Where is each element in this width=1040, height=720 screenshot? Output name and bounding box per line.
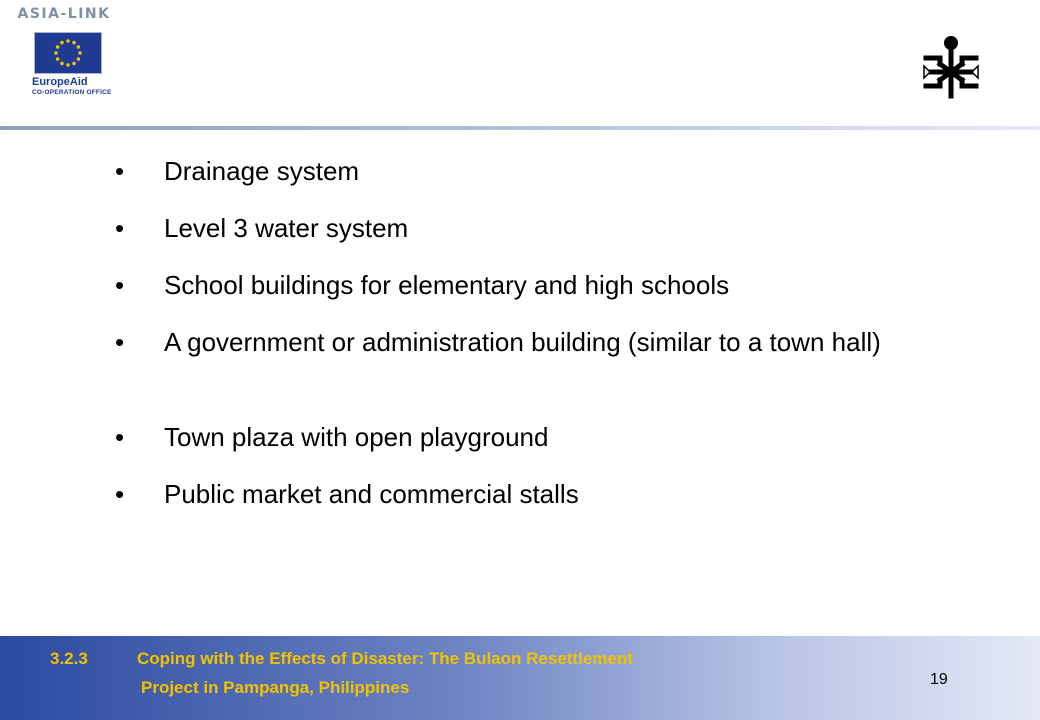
bullet-text: Level 3 water system	[164, 213, 409, 243]
header-divider	[0, 126, 1040, 130]
page-number: 19	[930, 671, 948, 688]
bullet-text: Drainage system	[164, 156, 360, 186]
bullet-marker: •	[115, 213, 125, 243]
bullet-text: Public market and commercial stalls	[164, 479, 579, 509]
footer-title-line1: Coping with the Effects of Disaster: The Bulaon Resettlement	[137, 649, 633, 668]
cooperation-office-text: CO-OPERATION OFFICE	[32, 89, 112, 96]
university-emblem-icon	[918, 34, 984, 100]
asia-link-logo-text: ASIA-LINK	[17, 6, 111, 22]
eu-flag-icon	[34, 32, 102, 74]
bullet-marker: •	[115, 270, 125, 300]
bullet-text: A government or administration building (similar to a town hall)	[164, 327, 881, 357]
bullet-marker: •	[115, 479, 125, 509]
footer-title-line2: Project in Pampanga, Philippines	[141, 678, 410, 697]
bullet-marker: •	[115, 422, 125, 452]
bullet-text: Town plaza with open playground	[164, 422, 549, 452]
bullet-marker: •	[115, 156, 125, 186]
bullet-text: School buildings for elementary and high schools	[164, 270, 730, 300]
europeaid-logo-text: EuropeAid	[32, 76, 88, 88]
bullet-marker: •	[115, 327, 125, 357]
footer-section-number: 3.2.3	[50, 649, 88, 668]
asia-link-europeaid-logo	[8, 6, 120, 98]
